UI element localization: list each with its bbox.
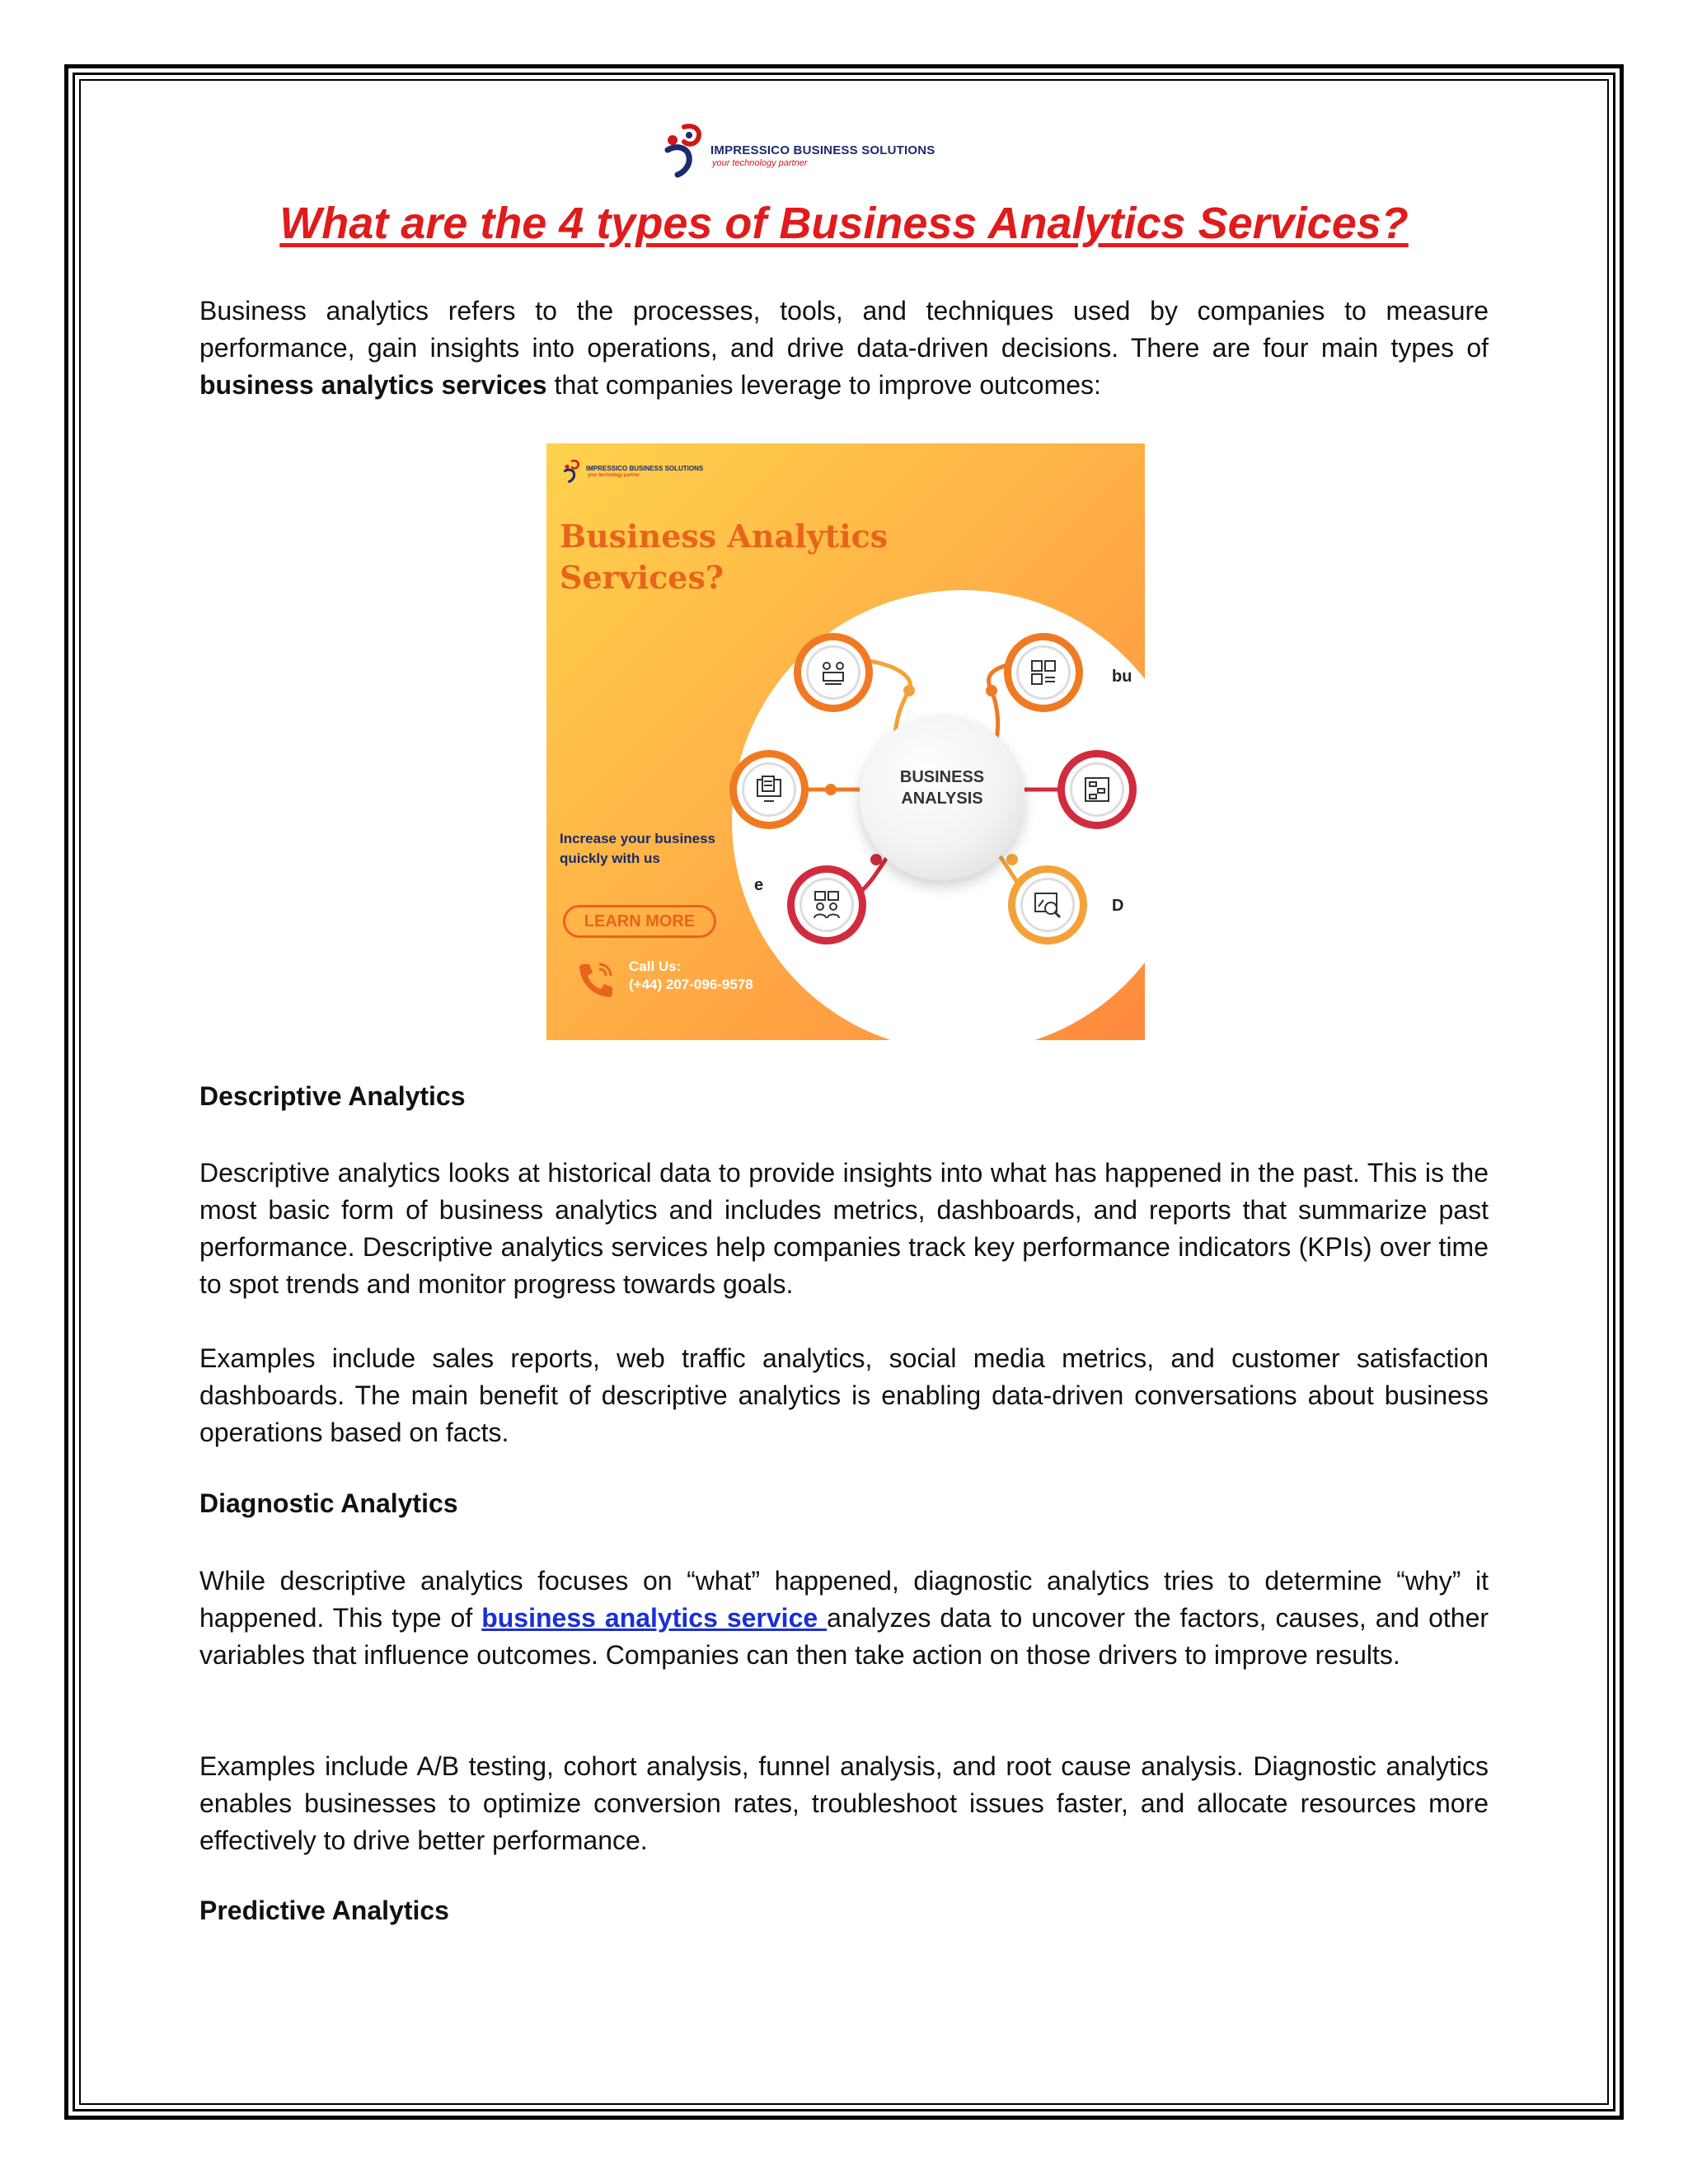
center-label <box>860 766 1025 809</box>
node-collaboration <box>787 865 866 944</box>
report-icon <box>753 773 785 806</box>
call-label: Call Us: <box>629 958 682 974</box>
edge-text-left: e <box>754 876 764 894</box>
infographic-title-line1: Business Analytics <box>560 518 889 555</box>
node-report <box>729 750 809 829</box>
company-logo <box>659 120 935 178</box>
dashboard-icon <box>1027 656 1060 689</box>
call-number[interactable]: (+44) 207-096-9578 <box>629 977 753 992</box>
diagnostic-text-after: analyzes data to uncover the factors, causes, and other variables that influence outcomes. Companies can then take action on those drivers to improve results. <box>199 1603 1489 1670</box>
connector-lines <box>546 443 1145 1040</box>
descriptive-paragraph-1: Descriptive analytics looks at historical data to provide insights into what has happened in the past. This is the most basic form of business analytics and includes metrics, dashboards, and reports that summarize past performance. Descriptive analytics services help companies track key performance indicators (KPIs) over time to spot trends and monitor progress towards goals. <box>199 1158 1489 1299</box>
node-team-meeting <box>794 633 873 712</box>
infographic-tagline: Increase your business quickly with us <box>560 831 715 866</box>
edge-text-right-top: bu <box>1112 668 1132 686</box>
diagnostic-paragraph-2: Examples include A/B testing, cohort analysis, funnel analysis, and root cause analysis. Diagnostic analytics enables businesses to optimize conversion rates, troubleshoot issues faster, and allocate resources more effectively to drive better performance. <box>199 1751 1489 1855</box>
section-heading-descriptive: Descriptive Analytics <box>199 1081 466 1111</box>
intro-paragraph <box>199 293 1489 404</box>
collaboration-icon <box>810 888 843 921</box>
team-meeting-icon <box>817 656 850 689</box>
impressico-logo-icon <box>659 120 709 178</box>
edge-text-right-bottom: D <box>1112 897 1124 915</box>
node-flowchart <box>1057 750 1137 829</box>
business-analytics-infographic <box>546 443 1145 1040</box>
flowchart-icon <box>1081 773 1114 806</box>
descriptive-paragraph-2: Examples include sales reports, web traffic analytics, social media metrics, and customer satisfaction dashboards. The main benefit of descriptive analytics is enabling data-driven conversations about business operations based on facts. <box>199 1343 1489 1447</box>
infographic-title-line2: Services? <box>560 559 724 596</box>
logo-name: IMPRESSICO BUSINESS SOLUTIONS <box>710 143 935 157</box>
logo-tagline: your technology partner <box>712 158 808 168</box>
infographic-logo-name: IMPRESSICO BUSINESS SOLUTIONS <box>586 465 704 472</box>
intro-bold-term: business analytics services <box>199 370 547 400</box>
diagnostic-text-before: While descriptive analytics focuses on “what” happened, diagnostic analytics tries to determine “why” it happened. This type of <box>199 1566 1489 1633</box>
diagnostic-paragraph-1 <box>199 1563 1489 1674</box>
section-heading-predictive: Predictive Analytics <box>199 1896 449 1925</box>
infographic-call <box>629 958 753 994</box>
phone-icon <box>574 958 617 1001</box>
center-label-line1: BUSINESS <box>899 768 985 786</box>
learn-more-button[interactable]: LEARN MORE <box>563 905 716 938</box>
infographic-logo-tagline: your technology partner <box>588 473 640 478</box>
business-analytics-service-link[interactable]: business analytics service <box>481 1603 828 1633</box>
page-title: What are the 4 types of Business Analytics Services? <box>279 199 1409 248</box>
intro-text-after: that companies leverage to improve outcomes: <box>546 370 1101 400</box>
section-heading-diagnostic: Diagnostic Analytics <box>199 1488 458 1518</box>
node-magnify-chart <box>1008 865 1087 944</box>
intro-text-before: Business analytics refers to the processes, tools, and techniques used by companies to measure performance, gain insights into operations, and drive data-driven decisions. There are four main types of <box>199 296 1489 363</box>
center-label-line2: ANALYSIS <box>901 790 983 808</box>
magnify-chart-icon <box>1031 888 1064 921</box>
node-dashboard <box>1004 633 1083 712</box>
